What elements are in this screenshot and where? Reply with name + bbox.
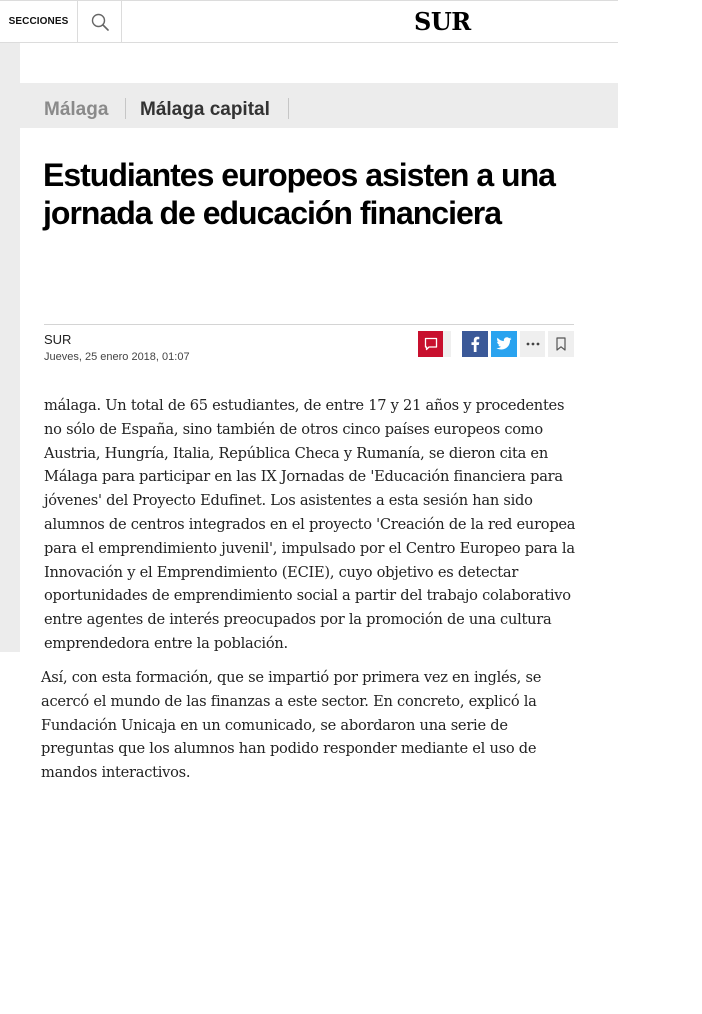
comment-icon bbox=[424, 337, 438, 351]
sections-label: SECCIONES bbox=[8, 16, 69, 27]
comments-count-box[interactable] bbox=[443, 331, 451, 357]
more-share-options-button[interactable] bbox=[520, 331, 545, 357]
twitter-share-button[interactable] bbox=[491, 331, 517, 357]
facebook-share-button[interactable] bbox=[462, 331, 488, 357]
byline-divider bbox=[44, 324, 574, 325]
bookmark-icon bbox=[556, 337, 566, 351]
article-author: SUR bbox=[44, 332, 72, 347]
sections-menu-button[interactable] bbox=[0, 1, 78, 42]
search-icon bbox=[91, 13, 109, 31]
article-paragraph: Así, con esta formación, que se impartió por primera vez en inglés, se acercó el mundo de las finanzas a este sector. En concreto, explicó la Fundación Unicaja en un comunicado, se abordaron una serie de preguntas que los alumnos han podido responder mediante el uso de mandos interactivos. bbox=[41, 669, 542, 782]
breadcrumb-item-malaga-capital[interactable]: Málaga capital bbox=[140, 99, 270, 120]
search-button[interactable] bbox=[78, 1, 122, 42]
more-icon bbox=[526, 342, 540, 346]
breadcrumb-divider bbox=[125, 98, 126, 119]
facebook-icon bbox=[470, 336, 480, 352]
breadcrumb-item-malaga[interactable]: Málaga bbox=[44, 99, 109, 120]
save-article-button[interactable] bbox=[548, 331, 574, 357]
comments-button[interactable] bbox=[418, 331, 443, 357]
article-paragraph: málaga. Un total de 65 estudiantes, de entre 17 y 21 años y procedentes no sólo de España, sino también de otros cinco países europeos como Austria, Hungría, Italia, República Checa y Rumanía, se dieron cita en Málaga para participar en las IX Jornadas de 'Educación financiera para jóvenes' del Proyecto Edufinet. Los asistentes a esta sesión han sido alumnos de centros integrados en el proyecto 'Creación de la red europea para el emprendimiento juvenil', impulsado por el Centro Europeo para la Innovación y el Emprendimiento (ECIE), cuyo objetivo es detectar oportunidades de emprendimiento social a partir del trabajo colaborativo entre agentes de interés preocupados por la promoción de una cultura emprendedora entre la población. bbox=[44, 397, 576, 652]
breadcrumb bbox=[20, 83, 618, 128]
article-headline: Estudiantes europeos asisten a una jornada de educación financiera bbox=[43, 157, 555, 231]
article-date: Jueves, 25 enero 2018, 01:07 bbox=[44, 351, 190, 363]
breadcrumb-divider bbox=[288, 98, 289, 119]
site-header bbox=[0, 0, 618, 43]
site-logo[interactable]: SUR bbox=[414, 7, 471, 36]
left-gutter bbox=[0, 43, 20, 652]
twitter-icon bbox=[496, 337, 512, 351]
